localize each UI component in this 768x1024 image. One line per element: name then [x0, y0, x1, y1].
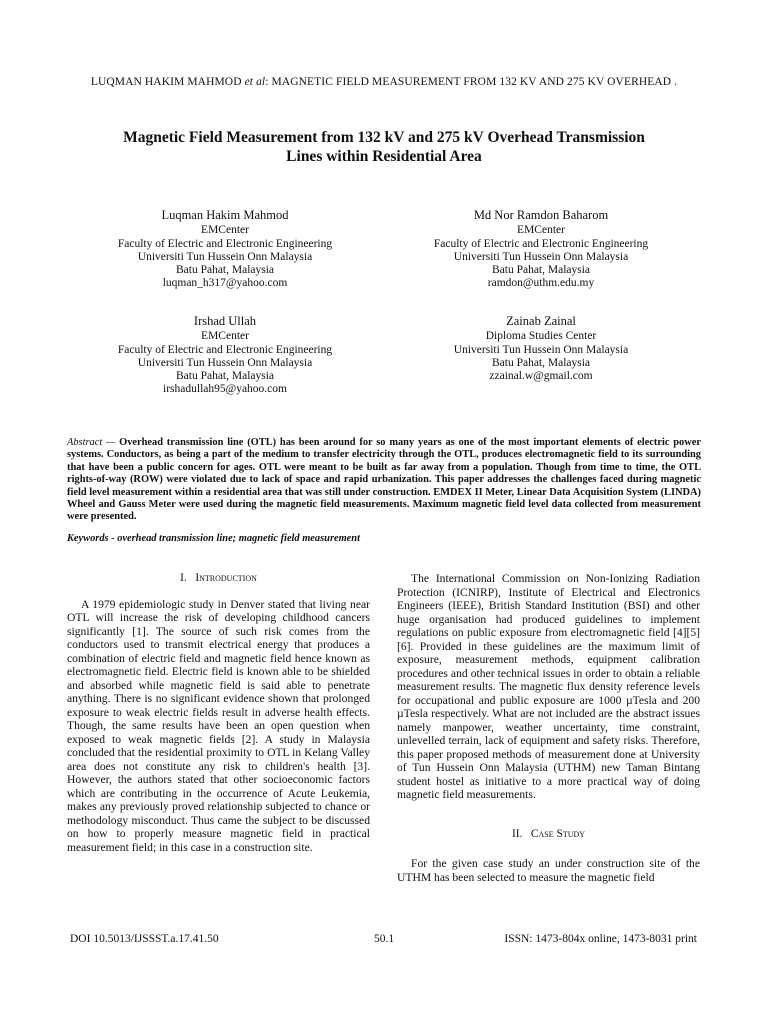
author-email[interactable]: luqman_h317@yahoo.com [162, 277, 288, 290]
author-block-2 [396, 209, 686, 291]
section-title: Case Study [530, 827, 586, 840]
paper-title [70, 128, 698, 166]
keywords: Keywords - overhead transmission line; magnetic field measurement [67, 533, 360, 544]
intro-paragraph-1: A 1979 epidemiologic study in Denver stated that living near OTL will increase the risk of developing childhood cancers significantly [1]. The source of such risk comes from the conductors used to transmit electrical energy that produces a combination of electric field and magnetic field hence known as electromagnetic field. Electric field is known able to be shielded and absorbed while magnetic field is said able to penetrate anything. There is no significant evidence shown that prolonged exposure to weak electric fields result in adverse health effects. Though, the same results have been an open question when exposed to weak magnetic fields [2]. A study in Malaysia concluded that the residential proximity to OTL in Kelang Valley area does not constitute any risk to children's health [3]. However, the authors stated that other socioeconomic factors which are contributing in the occurrence of Acute Leukemia, makes any previously proved relationship subjected to chance or methodology misconduct. Thus came the subject to be discussed on how to properly measure magnetic field in practical measurement field; in this case in a construction site. [67, 597, 370, 854]
author-affiliation: Faculty of Electric and Electronic Engineering [117, 237, 333, 250]
author-block-1 [80, 209, 370, 291]
author-affiliation: Universiti Tun Hussein Onn Malaysia [137, 356, 313, 369]
author-name: Luqman Hakim Mahmod [161, 208, 289, 222]
paper-title-line-2: Lines within Residential Area [286, 148, 482, 165]
right-column [397, 572, 700, 884]
author-email[interactable]: ramdon@uthm.edu.my [487, 277, 595, 290]
author-location: Batu Pahat, Malaysia [175, 370, 275, 383]
section-title: Introduction [195, 572, 257, 584]
author-affiliation: Diploma Studies Center [485, 330, 597, 343]
author-email[interactable]: zzainal.w@gmail.com [489, 370, 593, 383]
footer-doi: DOI 10.5013/IJSSST.a.17.41.50 [70, 933, 219, 945]
author-affiliation: Universiti Tun Hussein Onn Malaysia [453, 250, 629, 263]
abstract [67, 437, 701, 524]
author-block-4 [396, 315, 686, 383]
abstract-label: Abstract — [67, 437, 116, 448]
author-location: Batu Pahat, Malaysia [491, 356, 591, 369]
author-affiliation: Universiti Tun Hussein Onn Malaysia [137, 250, 313, 263]
running-head-author: LUQMAN HAKIM MAHMOD [90, 76, 242, 88]
case-study-paragraph-1: For the given case study an under construction site of the UTHM has been selected to measure the magnetic field [397, 857, 700, 884]
paper-title-line-1: Magnetic Field Measurement from 132 kV and 275 kV Overhead Transmission [123, 129, 645, 146]
author-affiliation: EMCenter [201, 224, 249, 237]
author-affiliation: Universiti Tun Hussein Onn Malaysia [453, 343, 629, 356]
section-number: II. [511, 827, 523, 840]
abstract-text: Overhead transmission line (OTL) has been around for so many years as one of the most important elements of electric power systems. Conductors, as being a part of the medium to transfer electricity through the OTL, produces electromagnetic field to its surrounding that have been a public concern for ages. OTL were meant to be built as far away from a population. Though from time to time, the OTL rights-of-way (ROW) were violated due to lack of space and rapid urbanization. This paper addresses the challenges faced during magnetic field level measurement within a residential area that was still under construction. EMDEX II Meter, Linear Data Acquisition System (LINDA) Wheel and Gauss Meter were used during the magnetic field measurements. Maximum magnetic field level data collected from measurement were presented. [67, 437, 701, 523]
author-name: Md Nor Ramdon Baharom [473, 208, 609, 222]
section-number: I. [180, 572, 187, 584]
author-name: Irshad Ullah [193, 314, 257, 328]
author-name: Zainab Zainal [506, 314, 576, 328]
running-head-etal: et al [244, 76, 266, 88]
section-heading-case-study [397, 828, 700, 842]
intro-paragraph-2: The International Commission on Non-Ionizing Radiation Protection (ICNIRP), Institute of Electrical and Electronics Engineers (IEEE), British Standard Institution (BSI) and other huge organisation had produced guidelines to implement regulations on public exposure from electromagnetic field [4][5][6]. Provided in these guidelines are the maximum limit of exposure, measurement methods, equipment calibration procedures and other technical issues in order to obtain a reliable measurement results. The magnetic flux density reference levels for occupational and public exposure are 1000 µTesla and 200 µTesla respectively. What are not included are the abstract issues namely manpower, weather uncertainty, time constraint, unlevelled terrain, lack of equipment and safety risks. Therefore, this paper proposed methods of measurement done at University of Tun Hussein Onn Malaysia (UTHM) new Taman Bintang student hostel as initiative to a more practical way of doing magnetic field measurements. [397, 572, 700, 801]
footer-issn: ISSN: 1473-804x online, 1473-8031 print [504, 933, 697, 945]
section-heading-introduction [67, 572, 370, 586]
running-head-title: : MAGNETIC FIELD MEASUREMENT FROM 132 KV AND 275 KV OVERHEAD . [265, 76, 678, 88]
author-location: Batu Pahat, Malaysia [175, 264, 275, 277]
author-affiliation: Faculty of Electric and Electronic Engineering [433, 237, 649, 250]
author-location: Batu Pahat, Malaysia [491, 264, 591, 277]
author-affiliation: EMCenter [517, 224, 565, 237]
author-block-3 [80, 315, 370, 397]
left-column [67, 572, 370, 854]
author-affiliation: EMCenter [201, 330, 249, 343]
footer-page-number: 50.1 [374, 933, 395, 945]
author-affiliation: Faculty of Electric and Electronic Engineering [117, 343, 333, 356]
running-head [0, 76, 768, 88]
author-email[interactable]: irshadullah95@yahoo.com [163, 383, 287, 396]
